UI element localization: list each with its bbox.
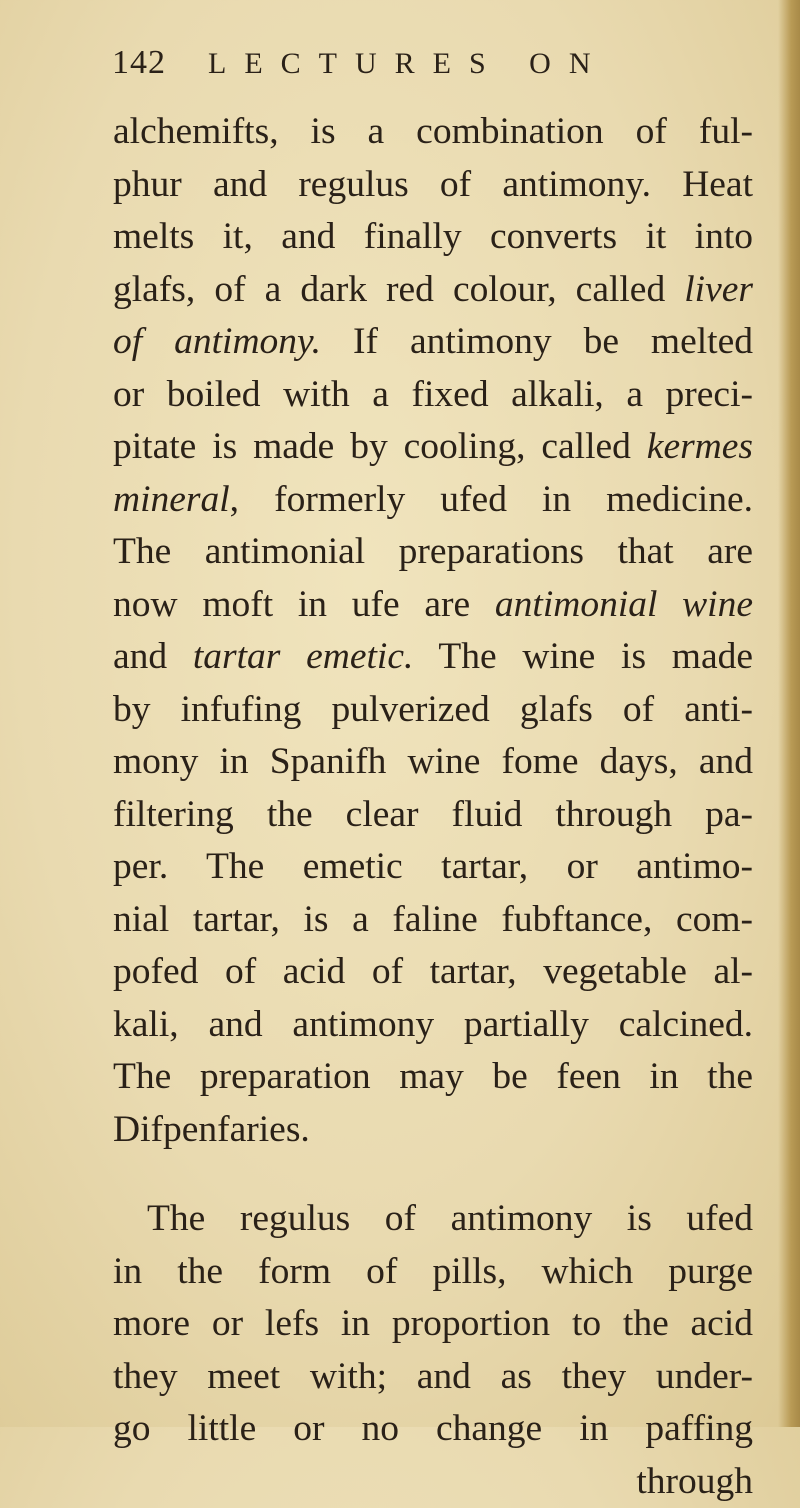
text-fragment: melts it, and finally converts it into (113, 216, 753, 257)
text-line (113, 684, 753, 737)
text-line (113, 421, 753, 474)
text-fragment: go little or no change in paffing (113, 1408, 753, 1449)
italic-term: of antimony. (113, 321, 321, 362)
text-line (113, 264, 753, 317)
text-fragment: The preparation may be feen in the (113, 1056, 753, 1097)
text-fragment: now moft in ufe are (113, 584, 495, 625)
text-line (113, 579, 753, 632)
text-fragment: by infufing pulverized glafs of anti- (113, 689, 753, 730)
text-line (113, 1351, 753, 1404)
text-line (113, 736, 753, 789)
running-head: LECTURES ON (208, 47, 609, 81)
text-fragment: Difpenfaries. (113, 1109, 310, 1150)
text-line (113, 1051, 753, 1104)
text-line (113, 159, 753, 212)
text-fragment: phur and regulus of antimony. Heat (113, 164, 753, 205)
text-fragment: filtering the clear fluid through pa- (113, 794, 753, 835)
text-fragment: kali, and antimony partially calcined. (113, 1004, 753, 1045)
text-line (113, 1104, 753, 1157)
text-line (113, 1298, 753, 1351)
text-line (113, 894, 753, 947)
text-fragment: more or lefs in proportion to the acid (113, 1303, 753, 1344)
text-line (113, 316, 753, 369)
text-fragment: per. The emetic tartar, or antimo- (113, 846, 753, 887)
text-fragment: The wine is made (413, 636, 753, 677)
italic-term: tartar emetic. (193, 636, 413, 677)
paragraph-gap (113, 1156, 753, 1193)
text-fragment: , formerly ufed in medicine. (230, 479, 753, 520)
text-line (113, 789, 753, 842)
text-line (113, 999, 753, 1052)
text-line (113, 1193, 753, 1246)
text-fragment: or boiled with a fixed alkali, a preci- (113, 374, 753, 415)
catchword: through (113, 1456, 753, 1508)
text-line (113, 369, 753, 422)
text-line (113, 946, 753, 999)
text-fragment: they meet with; and as they under- (113, 1356, 753, 1397)
text-line (113, 211, 753, 264)
text-line (113, 474, 753, 527)
page-edge-shadow (778, 0, 800, 1427)
italic-term: antimonial wine (495, 584, 753, 625)
text-fragment: and (113, 636, 193, 677)
text-line (113, 631, 753, 684)
text-fragment: The regulus of antimony is ufed (147, 1198, 753, 1239)
text-fragment: pofed of acid of tartar, vegetable al- (113, 951, 753, 992)
text-fragment: in the form of pills, which purge (113, 1251, 753, 1292)
text-line (113, 1246, 753, 1299)
body-text (113, 106, 753, 1508)
text-fragment: glafs, of a dark red colour, called (113, 269, 684, 310)
italic-term: kermes (647, 426, 753, 467)
text-fragment: pitate is made by cooling, called (113, 426, 647, 467)
text-line (113, 526, 753, 579)
italic-term: liver (684, 269, 753, 310)
text-line (113, 841, 753, 894)
text-line (113, 1403, 753, 1456)
text-fragment: alchemifts, is a combination of ful- (113, 111, 753, 152)
text-fragment: nial tartar, is a faline fubftance, com- (113, 899, 753, 940)
page-number: 142 (112, 44, 166, 82)
text-fragment: mony in Spanifh wine fome days, and (113, 741, 753, 782)
text-line (113, 106, 753, 159)
text-fragment: If antimony be melted (321, 321, 753, 362)
page-header (112, 44, 609, 94)
text-fragment: The antimonial preparations that are (113, 531, 753, 572)
italic-term: mineral (113, 479, 230, 520)
